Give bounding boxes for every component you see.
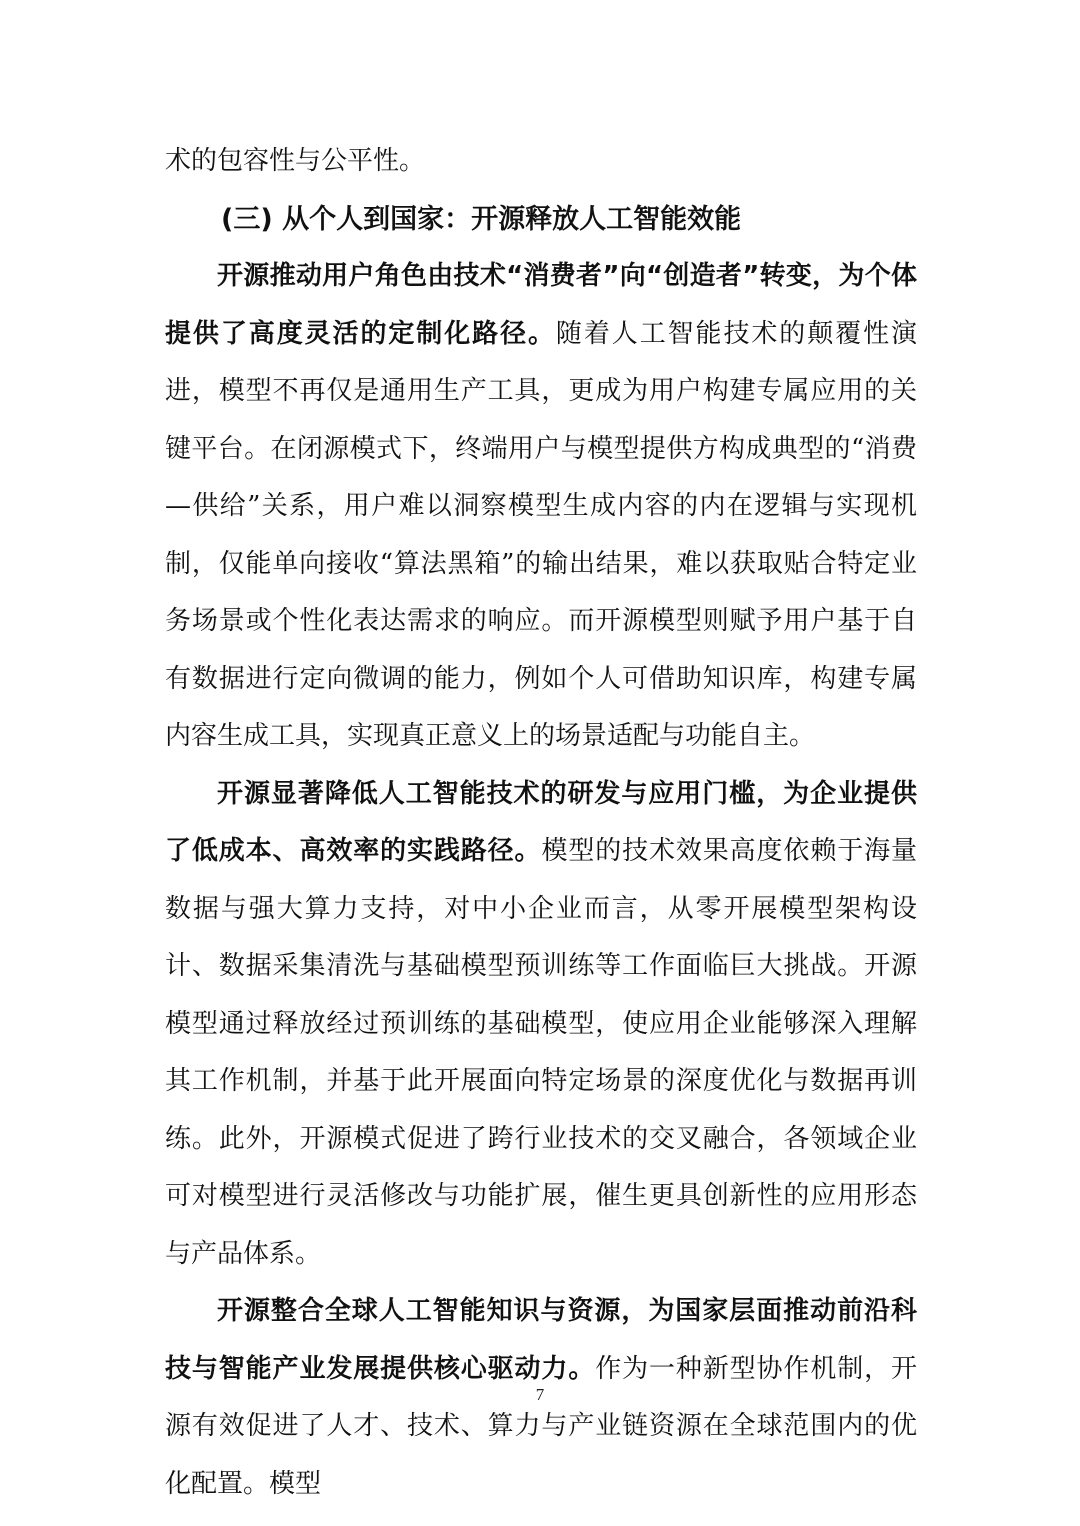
paragraph-1-body: 随着人工智能技术的颠覆性演进，模型不再仅是通用生产工具，更成为用户构建专属应用的关键平台。在闭源模式下，终端用户与模型提供方构成典型的“消费—供给”关系，用户难以洞察模型生成内容的内在逻辑与实现机制，仅能单向接收“算法黑箱”的输出结果，难以获取贴合特定业务场景或个性化表达需求的响应。而开源模型则赋予用户基于自有数据进行定向微调的能力，例如个人可借助知识库，构建专属内容生成工具，实现真正意义上的场景适配与功能自主。: [165, 318, 917, 751]
paragraph-2-body: 模型的技术效果高度依赖于海量数据与强大算力支持，对中小企业而言，从零开展模型架构设计、数据采集清洗与基础模型预训练等工作面临巨大挑战。开源模型通过释放经过预训练的基础模型，使应用企业能够深入理解其工作机制，并基于此开展面向特定场景的深度优化与数据再训练。此外，开源模式促进了跨行业技术的交叉融合，各领域企业可对模型进行灵活修改与功能扩展，催生更具创新性的应用形态与产品体系。: [165, 836, 917, 1269]
paragraph-1-lead: 开源推动用户角色由技术“消费者”向“创造者”转变，为个体提供了高度灵活的定制化路径。: [165, 261, 917, 349]
paragraph-3-body: 作为一种新型协作机制，开源有效促进了人才、技术、算力与产业链资源在全球范围内的优化配置。模型: [165, 1353, 917, 1499]
paragraph-1: [165, 248, 917, 766]
continuation-text: 术的包容性与公平性。: [165, 146, 426, 176]
paragraph-3-lead: 开源整合全球人工智能知识与资源，为国家层面推动前沿科技与智能产业发展提供核心驱动力。: [165, 1296, 917, 1384]
document-body: [165, 133, 917, 1513]
section-heading: (三) 从个人到国家：开源释放人工智能效能: [221, 203, 742, 235]
paragraph-2-lead: 开源显著降低人工智能技术的研发与应用门槛，为企业提供了低成本、高效率的实践路径。: [165, 778, 917, 866]
paragraph-2: [165, 766, 917, 1284]
page-number: 7: [535, 1385, 545, 1404]
